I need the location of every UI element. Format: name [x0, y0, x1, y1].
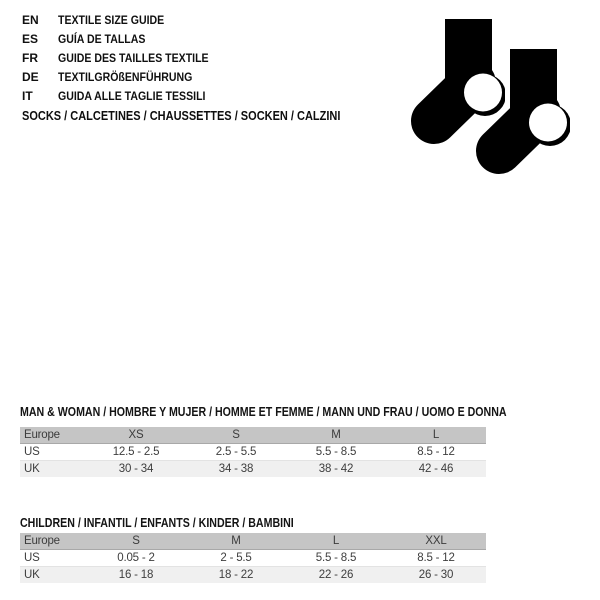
- size-cell: 8.5 - 12: [386, 549, 486, 566]
- language-code: FR: [22, 50, 38, 65]
- table-row-us: [20, 549, 486, 566]
- size-cell: 30 - 34: [86, 460, 186, 477]
- language-code: IT: [22, 88, 33, 103]
- table-header-row: [20, 533, 486, 549]
- language-code: ES: [22, 32, 39, 47]
- table-row-uk: [20, 460, 486, 477]
- size-cell: 0.05 - 2: [86, 549, 186, 566]
- man-woman-table-title: MAN & WOMAN / HOMBRE Y MUJER / HOMME ET FEMME / MANN UND FRAU / UOMO E DONNA: [20, 405, 507, 419]
- language-guide-title: GUIDE DES TAILLES TEXTILE: [58, 50, 209, 65]
- size-cell: 18 - 22: [186, 566, 286, 583]
- language-row-it: [22, 86, 229, 105]
- size-cell: 42 - 46: [386, 460, 486, 477]
- table-header-row: [20, 427, 486, 443]
- table-row-us: [20, 443, 486, 460]
- column-header-size: L: [386, 427, 486, 443]
- table-row-uk: [20, 566, 486, 583]
- column-header-size: M: [186, 533, 286, 549]
- size-cell: 38 - 42: [286, 460, 386, 477]
- size-cell: 16 - 18: [86, 566, 186, 583]
- children-table-title: CHILDREN / INFANTIL / ENFANTS / KINDER / BAMBINI: [20, 516, 294, 530]
- column-header-size: XS: [86, 427, 186, 443]
- column-header-size: S: [86, 533, 186, 549]
- size-cell: 5.5 - 8.5: [286, 549, 386, 566]
- region-label: US: [20, 549, 86, 566]
- man-woman-size-table: [20, 427, 486, 477]
- column-header-size: M: [286, 427, 386, 443]
- language-guide-title: GUÍA DE TALLAS: [58, 32, 146, 47]
- size-cell: 2 - 5.5: [186, 549, 286, 566]
- socks-icon: [400, 10, 570, 180]
- category-line: [22, 109, 384, 123]
- column-header-size: L: [286, 533, 386, 549]
- language-code: EN: [22, 13, 39, 28]
- language-code: DE: [22, 69, 39, 84]
- category-line-text: SOCKS / CALCETINES / CHAUSSETTES / SOCKEN / CALZINI: [22, 109, 341, 123]
- sock-back: [434, 19, 506, 121]
- size-cell: 12.5 - 2.5: [86, 443, 186, 460]
- column-header-size: XXL: [386, 533, 486, 549]
- language-guide-title: TEXTILGRÖßENFÜHRUNG: [58, 69, 193, 84]
- size-cell: 22 - 26: [286, 566, 386, 583]
- column-header-region: Europe: [20, 427, 86, 443]
- region-label: UK: [20, 460, 86, 477]
- language-row-de: [22, 67, 229, 86]
- children-size-table: [20, 533, 486, 583]
- language-list: [22, 11, 229, 105]
- language-row-en: [22, 11, 229, 30]
- region-label: UK: [20, 566, 86, 583]
- size-cell: 2.5 - 5.5: [186, 443, 286, 460]
- size-cell: 8.5 - 12: [386, 443, 486, 460]
- language-guide-title: GUIDA ALLE TAGLIE TESSILI: [58, 88, 206, 103]
- region-label: US: [20, 443, 86, 460]
- size-cell: 5.5 - 8.5: [286, 443, 386, 460]
- column-header-region: Europe: [20, 533, 86, 549]
- language-row-es: [22, 30, 229, 49]
- sock-front: [499, 44, 570, 152]
- language-guide-title: TEXTILE SIZE GUIDE: [58, 13, 165, 28]
- column-header-size: S: [186, 427, 286, 443]
- size-cell: 34 - 38: [186, 460, 286, 477]
- language-row-fr: [22, 49, 229, 68]
- size-cell: 26 - 30: [386, 566, 486, 583]
